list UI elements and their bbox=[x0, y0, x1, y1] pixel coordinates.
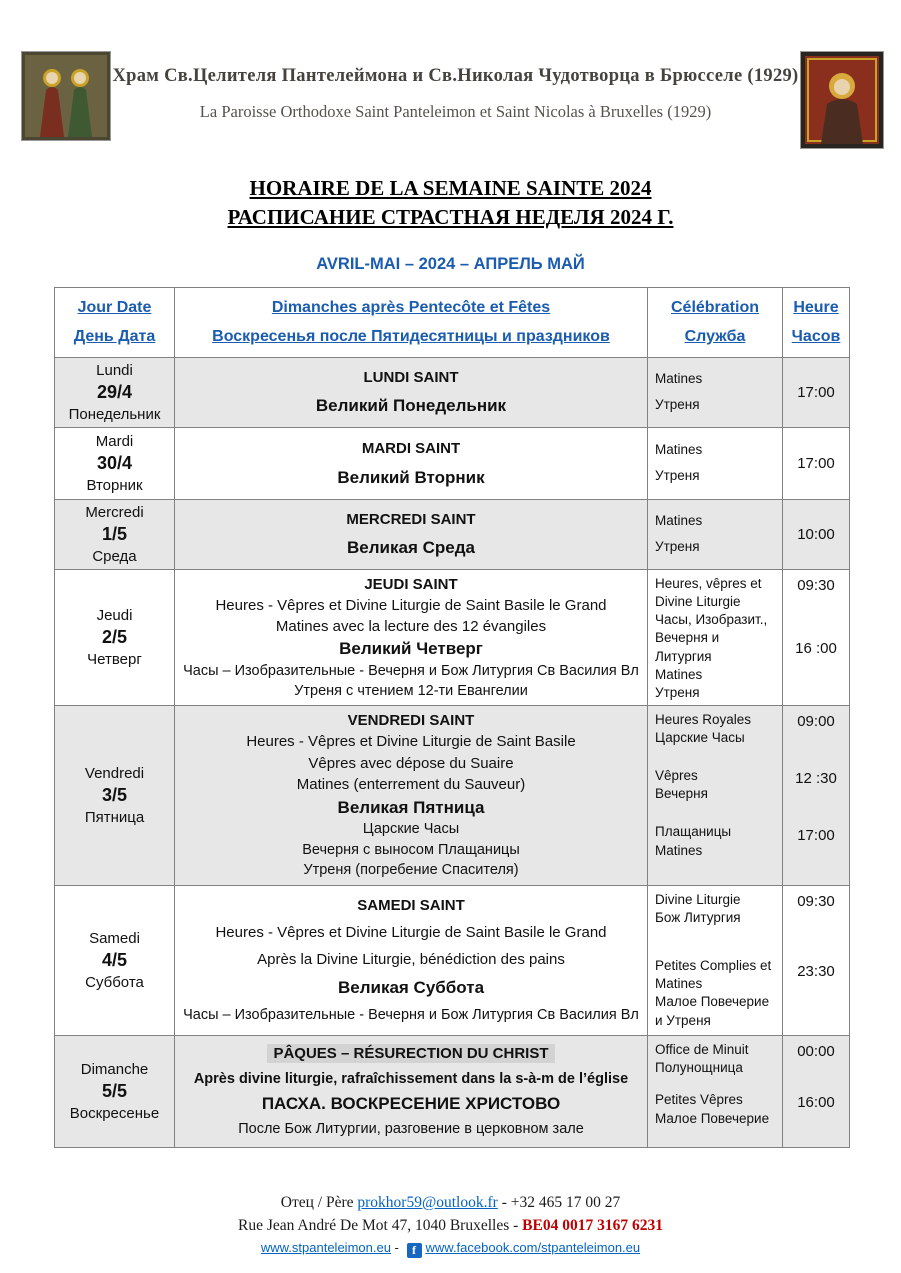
celebration-line: Малое Повечерие и Утреня bbox=[655, 994, 770, 1028]
celebration-line: Divine Liturgie bbox=[655, 891, 741, 907]
time-cell bbox=[783, 358, 850, 428]
celebration-group bbox=[655, 505, 778, 564]
event-text: MARDI SAINT bbox=[361, 439, 461, 457]
contact-prefix: Отец / Père bbox=[280, 1193, 358, 1211]
celebration-group bbox=[655, 1041, 778, 1092]
event-text: JEUDI SAINT bbox=[364, 575, 458, 593]
day-ru: Воскресенье bbox=[69, 1104, 160, 1122]
day-cell bbox=[55, 706, 175, 886]
celebration-line: Плащаницы bbox=[655, 824, 732, 840]
month-subtitle: AVRIL-MAI – 2024 – АПРЕЛЬ МАЙ bbox=[316, 254, 585, 273]
event-text: Утреня (погребение Спасителя) bbox=[303, 862, 519, 879]
col-header-day-ru: День Дата bbox=[73, 327, 156, 345]
celebration-group bbox=[655, 1091, 778, 1142]
celebration-cell bbox=[648, 706, 783, 886]
celebration-line: Малое Повечерие bbox=[655, 1110, 770, 1126]
day-fr: Dimanche bbox=[80, 1060, 149, 1078]
time-value: 09:30 bbox=[797, 576, 835, 594]
event-line bbox=[183, 776, 639, 795]
celebration-line: Утреня bbox=[655, 397, 700, 413]
day-ru: Четверг bbox=[87, 650, 142, 668]
event-line bbox=[183, 1120, 639, 1138]
celebration-cell bbox=[648, 358, 783, 428]
event-text: Часы – Изобразительные - Вечерня и Бож Литургия Св Василия Вл bbox=[183, 1006, 639, 1023]
col-header-events bbox=[175, 288, 648, 358]
time-cell bbox=[783, 500, 850, 570]
event-line bbox=[183, 638, 639, 659]
event-line bbox=[183, 395, 639, 416]
event-text: VENDREDI SAINT bbox=[347, 712, 475, 730]
day-fr: Mercredi bbox=[85, 503, 144, 521]
celebration-line: Бож Литургия bbox=[655, 910, 741, 925]
celebration-group bbox=[655, 666, 778, 702]
col-header-time-fr: Heure bbox=[793, 298, 839, 316]
celebration-cell bbox=[648, 1036, 783, 1148]
event-line bbox=[183, 467, 639, 488]
day-ru: Суббота bbox=[85, 973, 144, 991]
event-text: Après la Divine Liturgie, bénédiction des pains bbox=[257, 950, 565, 968]
time-cell bbox=[783, 428, 850, 500]
celebration-line: Вечерня bbox=[655, 786, 708, 802]
celebration-line: Office de Minuit bbox=[655, 1041, 749, 1057]
event-text: Après divine liturgie, rafraîchissement dans la s-à-m de l’église bbox=[193, 1070, 629, 1087]
parish-header bbox=[0, 0, 901, 148]
event-line bbox=[183, 797, 639, 818]
celebration-cell bbox=[648, 886, 783, 1036]
day-cell bbox=[55, 358, 175, 428]
site-link[interactable]: www.stpanteleimon.eu bbox=[260, 1239, 391, 1255]
time-value: 17:00 bbox=[797, 826, 835, 844]
event-text: Великая Среда bbox=[347, 538, 475, 558]
day-ru: Пятница bbox=[84, 808, 145, 826]
celebration-line: Царские Часы bbox=[655, 730, 745, 745]
day-cell bbox=[55, 428, 175, 500]
parish-title-fr: La Paroisse Orthodoxe Saint Panteleimon et Saint Nicolas à Bruxelles (1929) bbox=[199, 102, 712, 121]
celebration-group bbox=[655, 891, 778, 957]
celebration-line: Petites Complies et Matines bbox=[655, 957, 772, 992]
event-text: Часы – Изобразительные - Вечерня и Бож Литургия Св Василия Вл bbox=[183, 662, 639, 679]
day-cell bbox=[55, 1036, 175, 1148]
event-line bbox=[183, 1006, 639, 1024]
title-ru: РАСПИСАНИЕ СТРАСТНАЯ НЕДЕЛЯ 2024 Г. bbox=[227, 205, 674, 230]
time-value: 17:00 bbox=[797, 383, 835, 401]
event-text: Великий Четверг bbox=[339, 639, 483, 659]
celebration-line: Matines bbox=[655, 666, 703, 682]
events-cell bbox=[175, 1036, 648, 1148]
events-cell bbox=[175, 706, 648, 886]
events-cell bbox=[175, 500, 648, 570]
saint-icon-right bbox=[801, 52, 883, 148]
schedule-table bbox=[54, 287, 850, 1148]
email-link[interactable]: prokhor59@outlook.fr bbox=[357, 1193, 498, 1211]
events-cell bbox=[175, 358, 648, 428]
celebration-line: Matines bbox=[655, 513, 703, 529]
event-text: ПАСХА. ВОСКРЕСЕНИЕ ХРИСТОВО bbox=[261, 1094, 561, 1114]
col-header-time-ru: Часов bbox=[791, 327, 841, 345]
event-text: Великий Вторник bbox=[337, 467, 485, 487]
event-text: Великая Суббота bbox=[337, 978, 485, 998]
day-fr: Vendredi bbox=[84, 764, 145, 782]
celebration-group bbox=[655, 433, 778, 494]
event-line bbox=[183, 841, 639, 859]
day-ru: Вторник bbox=[86, 476, 143, 494]
event-line bbox=[183, 662, 639, 680]
footer-links bbox=[0, 1240, 901, 1258]
event-line bbox=[183, 977, 639, 998]
event-text: Heures - Vêpres et Divine Liturgie de Saint Basile le Grand bbox=[215, 596, 607, 614]
time-value: 17:00 bbox=[797, 454, 835, 472]
celebration-group bbox=[655, 823, 778, 879]
saints-icon-image bbox=[22, 52, 110, 140]
parish-title-ru: Храм Св.Целителя Пантелеймона и Св.Николая Чудотворца в Брюсселе (1929) bbox=[112, 66, 799, 86]
col-header-celebration-ru: Служба bbox=[684, 327, 746, 345]
celebration-group bbox=[655, 711, 778, 767]
col-header-celebration-fr: Célébration bbox=[670, 298, 759, 316]
events-cell bbox=[175, 570, 648, 706]
day-cell bbox=[55, 500, 175, 570]
saints-icon-left bbox=[22, 52, 110, 140]
event-text: LUNDI SAINT bbox=[363, 369, 459, 387]
event-line bbox=[183, 618, 639, 637]
event-text: Утреня с чтением 12-ти Евангелии bbox=[294, 682, 528, 699]
event-line bbox=[183, 755, 639, 774]
celebration-cell bbox=[648, 428, 783, 500]
celebration-line: Часы, Изобразит., Вечерня и Литургия bbox=[655, 612, 768, 664]
event-line bbox=[183, 711, 639, 731]
facebook-link[interactable]: www.facebook.com/stpanteleimon.eu bbox=[425, 1239, 641, 1255]
document-title bbox=[0, 174, 901, 233]
iban: BE04 0017 3167 6231 bbox=[522, 1216, 663, 1234]
event-text: SAMEDI SAINT bbox=[357, 897, 465, 915]
day-ru: Среда bbox=[92, 547, 137, 565]
celebration-line: Полунощница bbox=[655, 1060, 743, 1075]
celebration-line: Утреня bbox=[655, 539, 700, 555]
col-header-events-ru: Воскресенья после Пятидесятницы и праздников bbox=[212, 327, 610, 345]
day-date: 3/5 bbox=[101, 784, 128, 805]
event-text: Heures - Vêpres et Divine Liturgie de Saint Basile le Grand bbox=[215, 924, 607, 942]
day-cell bbox=[55, 570, 175, 706]
celebration-group bbox=[655, 575, 778, 666]
col-header-day bbox=[55, 288, 175, 358]
facebook-icon[interactable]: f bbox=[407, 1243, 422, 1258]
time-value: 16 :00 bbox=[795, 640, 837, 658]
time-value: 12 :30 bbox=[795, 769, 837, 787]
day-fr: Jeudi bbox=[96, 606, 133, 624]
footer-contact bbox=[0, 1194, 901, 1212]
day-cell bbox=[55, 886, 175, 1036]
event-text: Matines avec la lecture des 12 évangiles bbox=[275, 617, 547, 635]
event-line bbox=[183, 537, 639, 558]
event-line bbox=[183, 733, 639, 752]
col-header-events-fr: Dimanches après Pentecôte et Fêtes bbox=[271, 298, 551, 316]
event-line bbox=[183, 1070, 639, 1088]
event-line bbox=[183, 924, 639, 943]
events-cell bbox=[175, 886, 648, 1036]
day-fr: Mardi bbox=[95, 432, 134, 450]
time-value: 10:00 bbox=[797, 525, 835, 543]
time-value: 09:30 bbox=[797, 892, 835, 910]
event-line bbox=[183, 1044, 639, 1064]
event-line bbox=[183, 1093, 639, 1114]
address-text: Rue Jean André De Mot 47, 1040 Bruxelles - bbox=[238, 1216, 523, 1234]
time-value: 16:00 bbox=[797, 1094, 835, 1112]
events-cell bbox=[175, 428, 648, 500]
event-line bbox=[183, 439, 639, 459]
day-date: 4/5 bbox=[101, 949, 128, 970]
col-header-celebration bbox=[648, 288, 783, 358]
celebration-line: Vêpres bbox=[655, 768, 698, 784]
col-header-time bbox=[783, 288, 850, 358]
celebration-group bbox=[655, 767, 778, 823]
event-text: Matines (enterrement du Sauveur) bbox=[296, 775, 526, 793]
links-separator: - bbox=[390, 1239, 403, 1255]
event-text: PÂQUES – RÉSURECTION DU CHRIST bbox=[267, 1044, 554, 1063]
event-line bbox=[183, 682, 639, 700]
celebration-line: Heures Royales bbox=[655, 711, 752, 727]
celebration-line: Утреня bbox=[655, 685, 700, 701]
contact-phone: - +32 465 17 00 27 bbox=[497, 1193, 621, 1211]
event-line bbox=[183, 597, 639, 616]
day-date: 5/5 bbox=[101, 1080, 128, 1101]
event-line bbox=[183, 820, 639, 838]
time-value: 00:00 bbox=[797, 1042, 835, 1060]
time-cell bbox=[783, 886, 850, 1036]
event-text: Великий Понедельник bbox=[315, 396, 507, 416]
day-date: 1/5 bbox=[101, 523, 128, 544]
parish-titles bbox=[110, 52, 801, 122]
day-fr: Samedi bbox=[89, 929, 140, 947]
time-cell bbox=[783, 1036, 850, 1148]
time-value: 23:30 bbox=[797, 963, 835, 981]
event-text: Vêpres avec dépose du Suaire bbox=[308, 754, 514, 772]
event-text: MERCREDI SAINT bbox=[346, 511, 476, 529]
celebration-cell bbox=[648, 570, 783, 706]
celebration-group bbox=[655, 363, 778, 422]
title-fr: HORAIRE DE LA SEMAINE SAINTE 2024 bbox=[249, 176, 652, 200]
time-value: 09:00 bbox=[797, 712, 835, 730]
event-text: Великая Пятница bbox=[337, 797, 485, 817]
event-line bbox=[183, 575, 639, 595]
day-date: 2/5 bbox=[101, 626, 128, 647]
day-date: 29/4 bbox=[96, 381, 133, 402]
day-date: 30/4 bbox=[96, 452, 133, 473]
celebration-line: Matines bbox=[655, 842, 703, 858]
event-line bbox=[183, 861, 639, 879]
event-line bbox=[183, 951, 639, 970]
celebration-line: Petites Vêpres bbox=[655, 1092, 743, 1108]
celebration-cell bbox=[648, 500, 783, 570]
event-line bbox=[183, 510, 639, 530]
celebration-line: Утреня bbox=[655, 468, 700, 484]
event-line bbox=[183, 896, 639, 916]
celebration-line: Heures, vêpres et Divine Liturgie bbox=[655, 575, 762, 609]
col-header-day-fr: Jour Date bbox=[77, 298, 152, 316]
footer-address bbox=[0, 1217, 901, 1235]
event-text: Вечерня с выносом Плащаницы bbox=[302, 841, 520, 858]
day-ru: Понедельник bbox=[68, 405, 161, 423]
day-fr: Lundi bbox=[96, 361, 133, 379]
event-text: После Бож Литургии, разговение в церковном зале bbox=[238, 1121, 584, 1138]
saint-icon-image bbox=[801, 52, 883, 148]
time-cell bbox=[783, 570, 850, 706]
event-line bbox=[183, 368, 639, 388]
event-text: Царские Часы bbox=[362, 821, 460, 838]
footer bbox=[0, 1194, 901, 1258]
celebration-line: Matines bbox=[655, 371, 703, 387]
celebration-group bbox=[655, 957, 778, 1030]
time-cell bbox=[783, 706, 850, 886]
celebration-line: Matines bbox=[655, 441, 703, 457]
event-text: Heures - Vêpres et Divine Liturgie de Saint Basile bbox=[246, 733, 576, 751]
